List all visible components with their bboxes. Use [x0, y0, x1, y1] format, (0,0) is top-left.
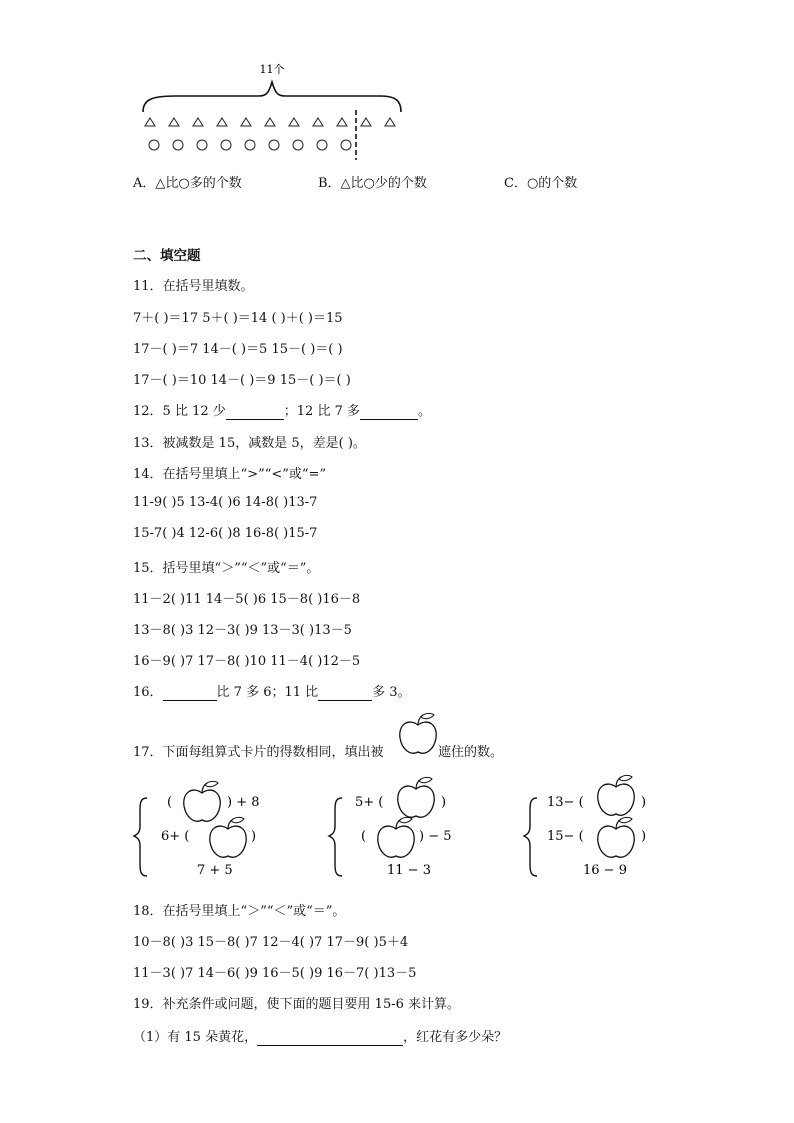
circle-icon: [173, 140, 183, 150]
g3-line1-open: 13− (: [547, 795, 584, 810]
q15-row-1[interactable]: 11－2( )11 14－5( )6 15－8( )16－8: [133, 592, 361, 607]
g1-line2-open: 6+ (: [161, 829, 190, 844]
circle-icon: [341, 140, 351, 150]
q10-option-c[interactable]: C．○的个数: [504, 176, 578, 191]
triangle-icon: [337, 118, 347, 126]
apple-icon[interactable]: [398, 777, 434, 817]
q15-row-3[interactable]: 16－9( )7 17－8( )10 11－4( )12－5: [133, 654, 361, 669]
q12-blank-2[interactable]: [360, 404, 418, 420]
q12: [133, 400, 431, 420]
triangle-icon: [361, 118, 371, 126]
q17-groups: [125, 768, 685, 880]
q15-row-2[interactable]: 13－8( )3 12－3( )9 13－3( )13－5: [133, 623, 352, 638]
section-title: 二、填空题: [133, 248, 201, 264]
g3-line3: 16 − 9: [583, 863, 627, 878]
triangle-icon: [217, 118, 227, 126]
q16-part2: 比 7 多 6；11 比: [216, 685, 319, 700]
g2-line2-open: (: [361, 829, 367, 844]
triangle-icon: [289, 118, 299, 126]
q16-blank-2[interactable]: [318, 685, 372, 701]
left-brace: [134, 798, 147, 876]
q19-stem: 19．补充条件或问题，使下面的题目要用 15-6 来计算。: [133, 997, 461, 1012]
q14-row-1[interactable]: 11-9( )5 13-4( )6 14-8( )13-7: [133, 495, 318, 510]
q19-blank[interactable]: [257, 1030, 403, 1046]
g3-line2-close: ): [641, 829, 647, 844]
q16: [133, 681, 411, 701]
g3-line2-open: 15− (: [547, 829, 584, 844]
q17-group-1: [134, 781, 260, 878]
q17-stem-after: 遮住的数。: [438, 745, 504, 760]
circle-icon: [293, 140, 303, 150]
brace-label: 11个: [259, 63, 285, 76]
q18-row-2[interactable]: 11－3( )7 14－6( )9 16－5( )9 16－7( )13－5: [133, 966, 417, 981]
q12-part1: 12．5 比 12 少: [133, 404, 226, 419]
left-brace: [329, 798, 342, 876]
q17-stem-before: 17．下面每组算式卡片的得数相同，填出被: [133, 745, 384, 760]
q18-row-1[interactable]: 10－8( )3 15－8( )7 12－4( )7 17－9( )5＋4: [133, 935, 409, 950]
q10-figure: [135, 60, 415, 165]
q19-sub1-after: ，红花有多少朵？: [403, 1030, 508, 1045]
circle-icon: [269, 140, 279, 150]
triangle-icon: [265, 118, 275, 126]
q16-blank-1[interactable]: [163, 685, 217, 701]
g1-line1-close: ) + 8: [227, 795, 260, 810]
triangle-icon: [241, 118, 251, 126]
q16-part3: 多 3。: [372, 685, 411, 700]
circle-row: [149, 140, 351, 150]
q11-row-2[interactable]: 17－( )＝7 14－( )＝5 15－( )＝( ): [133, 342, 343, 357]
q10-option-b[interactable]: B．△比○少的个数: [318, 176, 427, 191]
q17-group-3: [524, 775, 646, 878]
apple-icon[interactable]: [210, 817, 246, 857]
apple-icon[interactable]: [184, 781, 220, 821]
triangle-icon: [385, 118, 395, 126]
q12-part3: 。: [417, 404, 431, 419]
g2-line3: 11 − 3: [387, 863, 431, 878]
g2-line1-open: 5+ (: [355, 795, 384, 810]
curly-brace: [143, 82, 401, 112]
q10-option-a[interactable]: A．△比○多的个数: [133, 176, 242, 191]
circle-icon: [197, 140, 207, 150]
circle-icon: [221, 140, 231, 150]
g2-line1-close: ): [441, 795, 447, 810]
q11-stem: 11．在括号里填数。: [133, 279, 254, 294]
q18-stem: 18．在括号里填上“＞”“＜”或“＝”。: [133, 904, 346, 919]
q16-part1: 16．: [133, 685, 163, 700]
apple-icon[interactable]: [598, 775, 634, 815]
q11-row-1[interactable]: 7＋( )＝17 5＋( )＝14 ( )＋( )＝15: [133, 311, 343, 326]
q15-stem: 15．括号里填“＞”“＜”或“＝”。: [133, 561, 320, 576]
q14-stem: 14．在括号里填上“>”“<”或“=”: [133, 467, 327, 482]
g3-line1-close: ): [641, 795, 647, 810]
left-brace: [524, 798, 537, 876]
circle-icon: [317, 140, 327, 150]
circle-icon: [149, 140, 159, 150]
apple-icon[interactable]: [598, 817, 634, 857]
q12-part2: ；12 比 7 多: [283, 404, 360, 419]
triangle-icon: [169, 118, 179, 126]
triangle-icon: [313, 118, 323, 126]
g2-line2-close: ) − 5: [419, 829, 452, 844]
q12-blank-1[interactable]: [226, 404, 284, 420]
q14-row-2[interactable]: 15-7( )4 12-6( )8 16-8( )15-7: [133, 526, 318, 541]
triangle-icon: [145, 118, 155, 126]
g1-line1-open: (: [167, 795, 173, 810]
apple-icon[interactable]: [378, 817, 414, 857]
q13[interactable]: 13．被减数是 15，减数是 5，差是( )。: [133, 436, 366, 451]
triangle-icon: [193, 118, 203, 126]
g1-line2-close: ): [251, 829, 257, 844]
triangle-row: [145, 118, 395, 126]
q19-sub1: [133, 1026, 507, 1046]
q17-group-2: [329, 777, 452, 878]
q19-sub1-before: （1）有 15 朵黄花，: [133, 1030, 258, 1045]
circle-icon: [245, 140, 255, 150]
apple-icon: [397, 712, 439, 756]
g1-line3: 7 + 5: [197, 863, 233, 878]
q11-row-3[interactable]: 17－( )＝10 14－( )＝9 15－( )＝( ): [133, 373, 351, 388]
